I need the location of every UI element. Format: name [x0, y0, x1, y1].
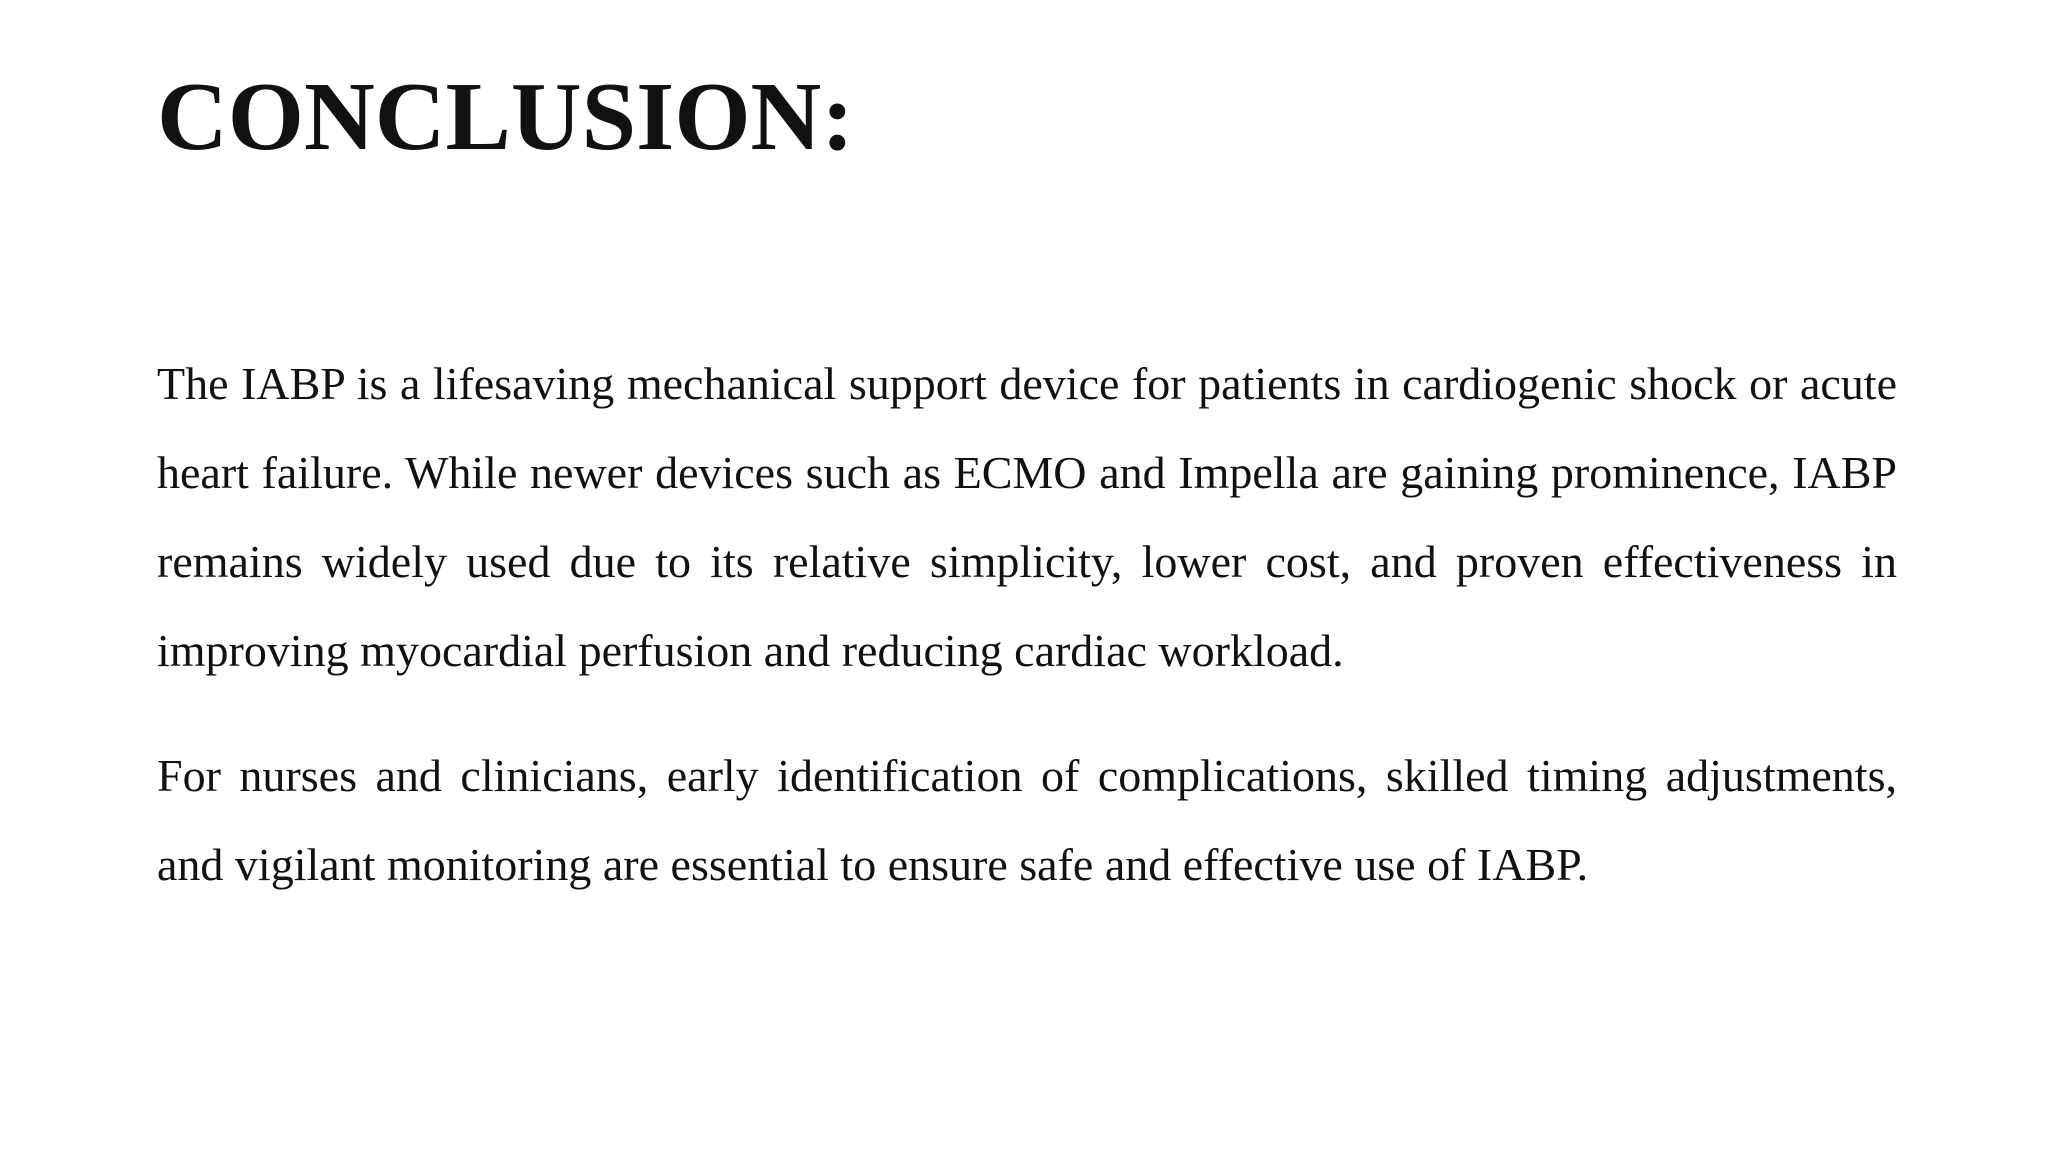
slide-body [157, 339, 1897, 909]
body-paragraph-2: For nurses and clinicians, early identification of complications, skilled timing adjustments, and vigilant monitoring are essential to ensure safe and effective use of IABP. [157, 750, 1897, 890]
slide-title: CONCLUSION: [157, 63, 854, 171]
body-paragraph-1: The IABP is a lifesaving mechanical support device for patients in cardiogenic shock or acute heart failure. While newer devices such as ECMO and Impella are gaining prominence, IABP remains widely used due to its relative simplicity, lower cost, and proven effectiveness in improving myocardial perfusion and reducing cardiac workload. [157, 358, 1897, 676]
